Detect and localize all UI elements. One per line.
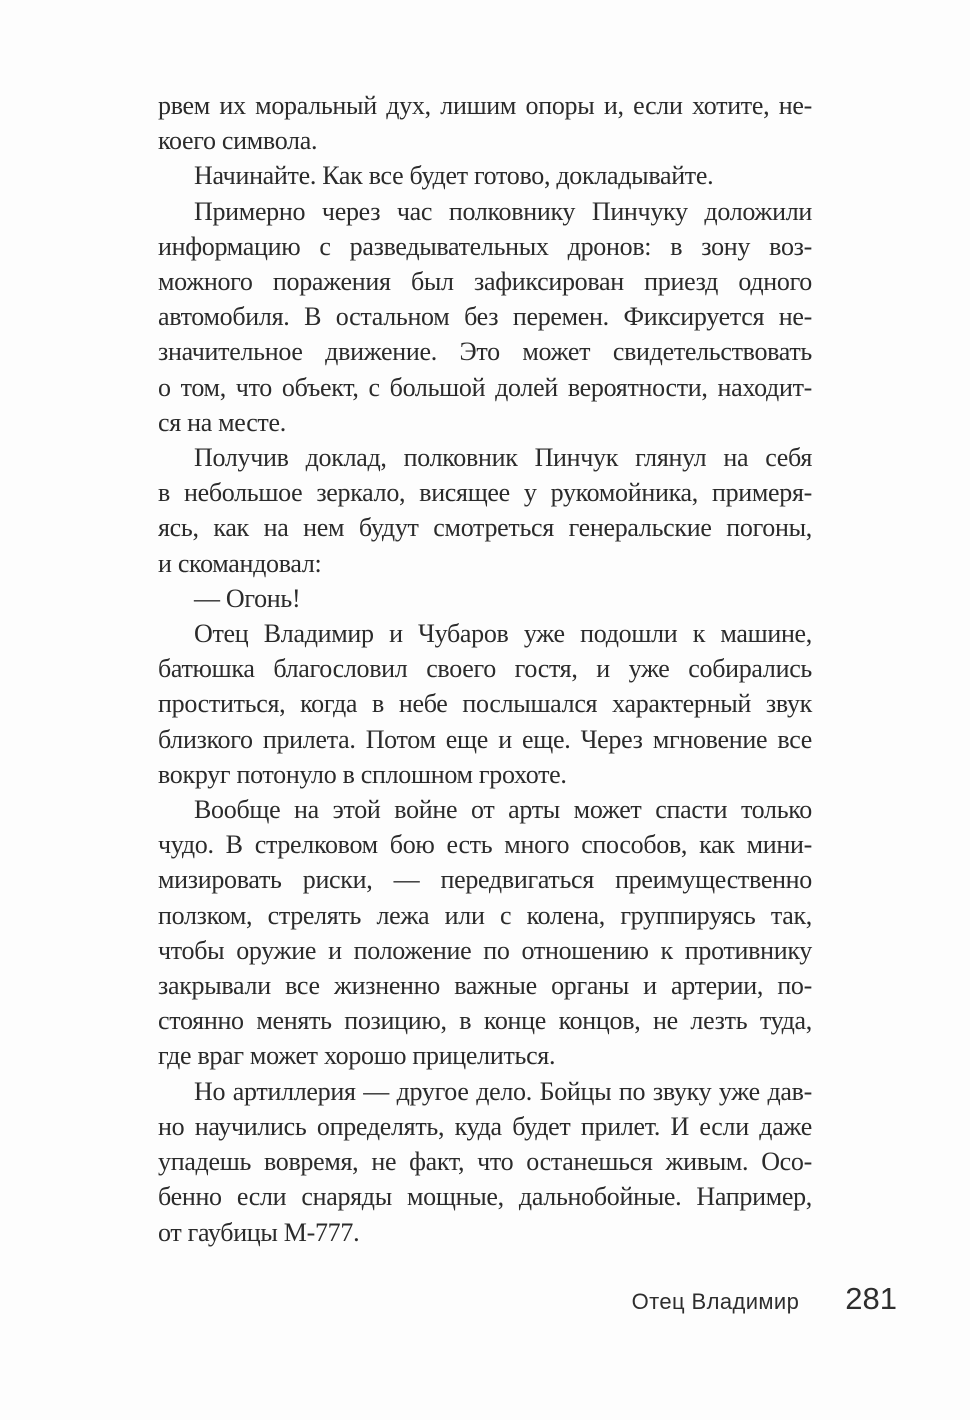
text-line: Но артиллерия — другое дело. Бойцы по звуку уже дав-: [194, 1076, 812, 1106]
running-title: Отец Владимир: [631, 1289, 800, 1314]
text-line: но научились определять, куда будет прилет. И если даже: [158, 1111, 812, 1141]
text-line: информацию с разведывательных дронов: в зону воз-: [158, 231, 812, 261]
text-line: бенно если снаряды мощные, дальнобойные. Например,: [158, 1182, 812, 1212]
text-block: [158, 88, 812, 1250]
text-line: чудо. В стрелковом бою есть много способов, как мини-: [158, 830, 812, 860]
text-line: Начинайте. Как все будет готово, докладывайте.: [194, 161, 714, 191]
text-line: рвем их моральный дух, лишим опоры и, если хотите, не-: [158, 91, 812, 120]
text-line: ползком, стрелять лежа или с колена, группируясь так,: [158, 900, 812, 930]
text-line: можного поражения был зафиксирован приезд одного: [158, 267, 812, 297]
text-line: ясь, как на нем будут смотреться генеральские погоны,: [158, 513, 812, 543]
text-line: вокруг потонуло в сплошном грохоте.: [158, 759, 567, 789]
text-line: где враг может хорошо прицелиться.: [158, 1041, 556, 1071]
text-line: мизировать риски, — передвигаться преимущественно: [158, 865, 812, 895]
text-line: Вообще на этой войне от арты может спасти только: [194, 795, 812, 825]
text-line: — Огонь!: [194, 583, 301, 613]
text-line: ся на месте.: [158, 407, 286, 437]
text-line: батюшка благословил своего гостя, и уже собирались: [158, 654, 812, 684]
text-line: проститься, когда в небе послышался характерный звук: [158, 689, 812, 719]
text-line: значительное движение. Это может свидетельствовать: [158, 337, 812, 367]
text-line: близкого прилета. Потом еще и еще. Через мгновение все: [158, 724, 812, 754]
text-line: автомобиля. В остальном без перемен. Фиксируется не-: [158, 302, 812, 332]
text-line: Отец Владимир и Чубаров уже подошли к машине,: [194, 619, 812, 649]
text-line: от гаубицы М-777.: [158, 1217, 360, 1247]
text-line: о том, что объект, с большой долей вероятности, находит-: [158, 372, 812, 402]
text-line: чтобы оружие и положение по отношению к противнику: [158, 935, 812, 965]
text-line: закрывали все жизненно важные органы и артерии, по-: [158, 971, 812, 1001]
page-number: 281: [845, 1281, 897, 1316]
text-line: и скомандовал:: [158, 548, 322, 578]
text-line: Примерно через час полковнику Пинчуку доложили: [194, 196, 812, 226]
text-line: в небольшое зеркало, висящее у рукомойника, примеря-: [158, 478, 812, 508]
text-line: Получив доклад, полковник Пинчук глянул на себя: [194, 443, 812, 473]
page-footer: [158, 1281, 897, 1317]
text-line: стоянно менять позицию, в конце концов, не лезть туда,: [158, 1006, 812, 1036]
text-line: упадешь вовремя, не факт, что останешься живым. Осо-: [158, 1147, 812, 1177]
text-line: коего символа.: [158, 126, 318, 156]
